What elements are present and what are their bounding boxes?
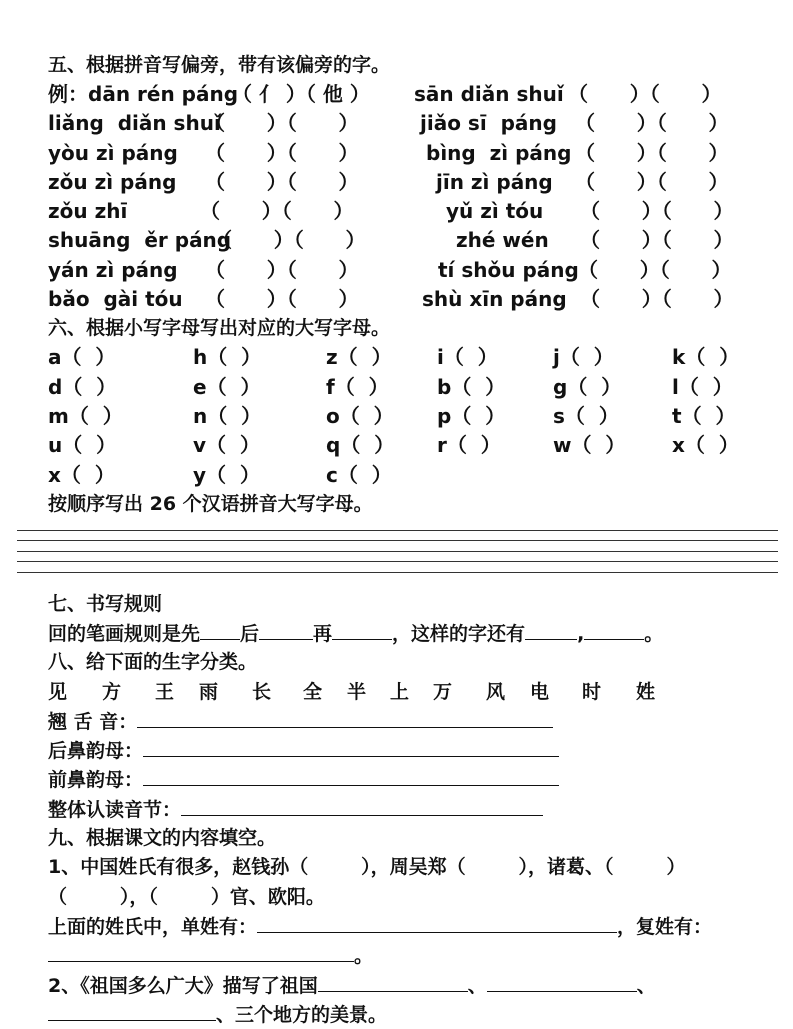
category-back-nasal xyxy=(48,738,559,763)
answer-parens: （ ）（ ） xyxy=(575,141,729,165)
question-text: 再 xyxy=(313,623,333,645)
pinyin-right: jiǎo sī páng xyxy=(420,111,557,135)
lowercase-letter: x xyxy=(672,433,685,457)
letter-item xyxy=(48,375,116,399)
letter-item xyxy=(326,375,389,399)
answer-parens: （ ）（ ） xyxy=(575,111,729,135)
letter-item xyxy=(48,345,115,369)
answer-blank[interactable] xyxy=(487,973,637,992)
answer-parens[interactable]: （ ） xyxy=(339,404,394,428)
letter-item xyxy=(193,345,261,369)
character-item: 姓 xyxy=(636,681,656,703)
stroke-order-question xyxy=(48,621,663,646)
section7-heading: 七、书写规则 xyxy=(48,593,163,615)
lowercase-letter: i xyxy=(437,345,444,369)
lowercase-letter: x xyxy=(48,463,61,487)
answer-parens[interactable]: （ ） xyxy=(559,345,614,369)
section9-heading: 九、根据课文的内容填空。 xyxy=(48,827,277,849)
answer-parens: （ ）（ ） xyxy=(578,258,732,282)
answer-parens: （ ）（ ） xyxy=(575,170,729,194)
lowercase-letter: o xyxy=(326,404,340,428)
question-text: 、 xyxy=(636,975,656,997)
letter-item xyxy=(326,345,392,369)
answer-blank[interactable] xyxy=(143,738,559,757)
lowercase-letter: b xyxy=(437,375,452,399)
question-text: ，复姓有： xyxy=(617,916,713,938)
writing-line xyxy=(17,561,778,562)
pinyin-left: liǎng diǎn shuǐ xyxy=(48,111,221,135)
character-item: 电 xyxy=(530,681,550,703)
answer-parens[interactable]: （ ） xyxy=(62,433,117,457)
lowercase-letter: v xyxy=(193,433,207,457)
question-text: 回的笔画规则是先 xyxy=(48,623,201,645)
character-item: 见 xyxy=(48,681,68,703)
pinyin-right: tí shǒu páng xyxy=(438,258,579,282)
answer-blank[interactable] xyxy=(318,973,468,992)
pinyin-right: sān diǎn shuǐ xyxy=(414,82,564,106)
lowercase-letter: g xyxy=(553,375,568,399)
section5-heading: 五、根据拼音写偏旁，带有该偏旁的字。 xyxy=(48,54,391,76)
motherland-question xyxy=(48,973,656,998)
lowercase-letter: k xyxy=(672,345,686,369)
letter-item xyxy=(437,345,498,369)
example-row xyxy=(48,82,238,106)
character-item: 风 xyxy=(486,681,506,703)
character-item: 半 xyxy=(347,681,367,703)
answer-parens[interactable]: （ ） xyxy=(206,463,260,487)
answer-parens[interactable]: （ ） xyxy=(567,375,622,399)
character-item: 全 xyxy=(303,681,323,703)
answer-parens[interactable]: （ ） xyxy=(571,433,626,457)
lowercase-letter: y xyxy=(193,463,207,487)
lowercase-letter: d xyxy=(48,375,63,399)
letter-item xyxy=(193,375,261,399)
question-text: 上面的姓氏中，单姓有： xyxy=(48,916,258,938)
category-label: 前鼻韵母： xyxy=(48,769,144,791)
pinyin-right: bìng zì páng xyxy=(426,141,572,165)
pinyin-right: zhé wén xyxy=(456,228,549,252)
lowercase-letter: p xyxy=(437,404,452,428)
question-text: , xyxy=(577,623,585,645)
answer-parens: （ ）（ ） xyxy=(568,82,722,106)
lowercase-letter: l xyxy=(672,375,679,399)
character-item: 上 xyxy=(390,681,410,703)
pinyin-left: zǒu zhī xyxy=(48,199,128,223)
answer-parens: （ ）（ ） xyxy=(580,228,734,252)
surname-single-double xyxy=(48,914,712,939)
answer-blank[interactable] xyxy=(332,621,392,640)
letter-item xyxy=(553,404,619,428)
category-label: 整体认读音节： xyxy=(48,799,182,821)
motherland-question-line2 xyxy=(48,1002,387,1027)
lowercase-letter: c xyxy=(326,463,338,487)
answer-parens[interactable]: （ ） xyxy=(678,375,733,399)
writing-line xyxy=(17,530,778,531)
answer-parens[interactable]: （ ） xyxy=(685,345,740,369)
lowercase-letter: m xyxy=(48,404,69,428)
answer-blank[interactable] xyxy=(259,621,313,640)
answer-parens: （ ）（ ） xyxy=(205,258,359,282)
answer-parens: （ ）（ ） xyxy=(200,199,354,223)
letter-item xyxy=(437,404,505,428)
example-label: 例： xyxy=(48,82,88,106)
question-text: 后 xyxy=(240,623,260,645)
lowercase-letter: e xyxy=(193,375,207,399)
letter-item xyxy=(672,433,739,457)
answer-parens[interactable]: （ ） xyxy=(443,345,498,369)
letter-item xyxy=(326,463,392,487)
character-item: 万 xyxy=(433,681,453,703)
answer-parens: （ ）（ ） xyxy=(212,228,366,252)
pinyin-left: bǎo gài tóu xyxy=(48,287,183,311)
answer-parens[interactable]: （ ） xyxy=(334,375,389,399)
question-text: 。 xyxy=(354,945,374,967)
question-text: ，这样的字还有 xyxy=(392,623,526,645)
category-label: 后鼻韵母： xyxy=(48,740,144,762)
pinyin-right: jīn zì páng xyxy=(436,170,553,194)
answer-parens: （ ）（ ） xyxy=(205,141,359,165)
character-item: 长 xyxy=(252,681,272,703)
answer-blank[interactable] xyxy=(200,621,240,640)
answer-parens[interactable]: （ ） xyxy=(207,345,262,369)
answer-parens: （ ）（ ） xyxy=(205,287,359,311)
lowercase-letter: n xyxy=(193,404,208,428)
pinyin-left: yán zì páng xyxy=(48,258,178,282)
letter-item xyxy=(437,375,505,399)
letter-item xyxy=(48,463,115,487)
answer-parens[interactable]: （ ） xyxy=(337,345,392,369)
surname-question-line2: （ ），（ ）官、欧阳。 xyxy=(48,886,325,908)
lowercase-letter: a xyxy=(48,345,62,369)
example-answer: （ 亻 ）（ 他 ） xyxy=(232,82,370,106)
answer-blank[interactable] xyxy=(48,943,354,962)
question-text: 2、《祖国多么广大》描写了祖国 xyxy=(48,975,318,997)
letter-item xyxy=(672,404,736,428)
answer-parens[interactable]: （ ） xyxy=(62,375,117,399)
letter-item xyxy=(193,404,261,428)
letter-item xyxy=(553,433,625,457)
answer-parens[interactable]: （ ） xyxy=(340,433,395,457)
letter-item xyxy=(672,375,733,399)
answer-parens[interactable]: （ ） xyxy=(207,404,262,428)
answer-parens: （ ）（ ） xyxy=(205,111,359,135)
answer-blank[interactable] xyxy=(257,914,617,933)
answer-parens[interactable]: （ ） xyxy=(564,404,619,428)
writing-line xyxy=(17,540,778,541)
lowercase-letter: t xyxy=(672,404,682,428)
letter-item xyxy=(326,433,394,457)
lowercase-letter: f xyxy=(326,375,335,399)
lowercase-letter: u xyxy=(48,433,63,457)
answer-parens[interactable]: （ ） xyxy=(684,433,739,457)
answer-parens[interactable]: （ ） xyxy=(206,433,260,457)
category-front-nasal xyxy=(48,767,559,792)
pinyin-right: shù xīn páng xyxy=(422,287,567,311)
uppercase-instruction: 按顺序写出 26 个汉语拼音大写字母。 xyxy=(48,493,373,515)
answer-parens[interactable]: （ ） xyxy=(68,404,123,428)
letter-item xyxy=(326,404,394,428)
example-pinyin: dān rén páng xyxy=(88,82,239,106)
answer-blank[interactable] xyxy=(137,709,553,728)
question-text: 。 xyxy=(644,623,664,645)
character-item: 方 xyxy=(102,681,122,703)
pinyin-right: yǔ zì tóu xyxy=(446,199,544,223)
answer-parens[interactable]: （ ） xyxy=(446,433,501,457)
letter-item xyxy=(193,433,260,457)
writing-line xyxy=(17,551,778,552)
surname-question-line1: 1、中国姓氏有很多，赵钱孙（ ），周吴郑（ ），诸葛、（ ） xyxy=(48,856,686,878)
lowercase-letter: s xyxy=(553,404,565,428)
answer-blank[interactable] xyxy=(143,767,559,786)
lowercase-letter: w xyxy=(553,433,572,457)
question-text: 、三个地方的美景。 xyxy=(216,1004,388,1026)
category-retroflex xyxy=(48,709,553,734)
section8-heading: 八、给下面的生字分类。 xyxy=(48,651,258,673)
answer-parens: （ ）（ ） xyxy=(205,170,359,194)
category-whole-syllable xyxy=(48,797,543,822)
answer-parens[interactable]: （ ） xyxy=(681,404,736,428)
answer-parens[interactable]: （ ） xyxy=(451,375,506,399)
answer-parens[interactable]: （ ） xyxy=(206,375,261,399)
pinyin-left: shuāng ěr páng xyxy=(48,228,232,252)
surname-double-line xyxy=(48,943,373,968)
answer-blank[interactable] xyxy=(181,797,543,816)
letter-item xyxy=(437,433,501,457)
character-item: 雨 xyxy=(199,681,219,703)
letter-item xyxy=(672,345,739,369)
answer-parens[interactable]: （ ） xyxy=(337,463,392,487)
answer-blank[interactable] xyxy=(525,621,577,640)
letter-item xyxy=(48,433,116,457)
answer-parens[interactable]: （ ） xyxy=(451,404,506,428)
answer-parens[interactable]: （ ） xyxy=(60,463,115,487)
character-item: 王 xyxy=(155,681,175,703)
answer-parens: （ ）（ ） xyxy=(580,287,734,311)
lowercase-letter: z xyxy=(326,345,338,369)
letter-item xyxy=(48,404,123,428)
answer-parens[interactable]: （ ） xyxy=(61,345,116,369)
character-item: 时 xyxy=(582,681,602,703)
writing-line xyxy=(17,572,778,573)
answer-blank[interactable] xyxy=(584,621,644,640)
section6-heading: 六、根据小写字母写出对应的大写字母。 xyxy=(48,317,391,339)
lowercase-letter: q xyxy=(326,433,341,457)
letter-item xyxy=(193,463,260,487)
lowercase-letter: r xyxy=(437,433,447,457)
pinyin-left: zǒu zì páng xyxy=(48,170,177,194)
letter-item xyxy=(553,375,621,399)
category-label: 翘 舌 音： xyxy=(48,711,138,733)
letter-item xyxy=(553,345,614,369)
answer-parens: （ ）（ ） xyxy=(580,199,734,223)
question-text: 、 xyxy=(467,975,487,997)
pinyin-left: yòu zì páng xyxy=(48,141,178,165)
lowercase-letter: h xyxy=(193,345,208,369)
lowercase-letter: j xyxy=(553,345,560,369)
answer-blank[interactable] xyxy=(48,1002,216,1021)
